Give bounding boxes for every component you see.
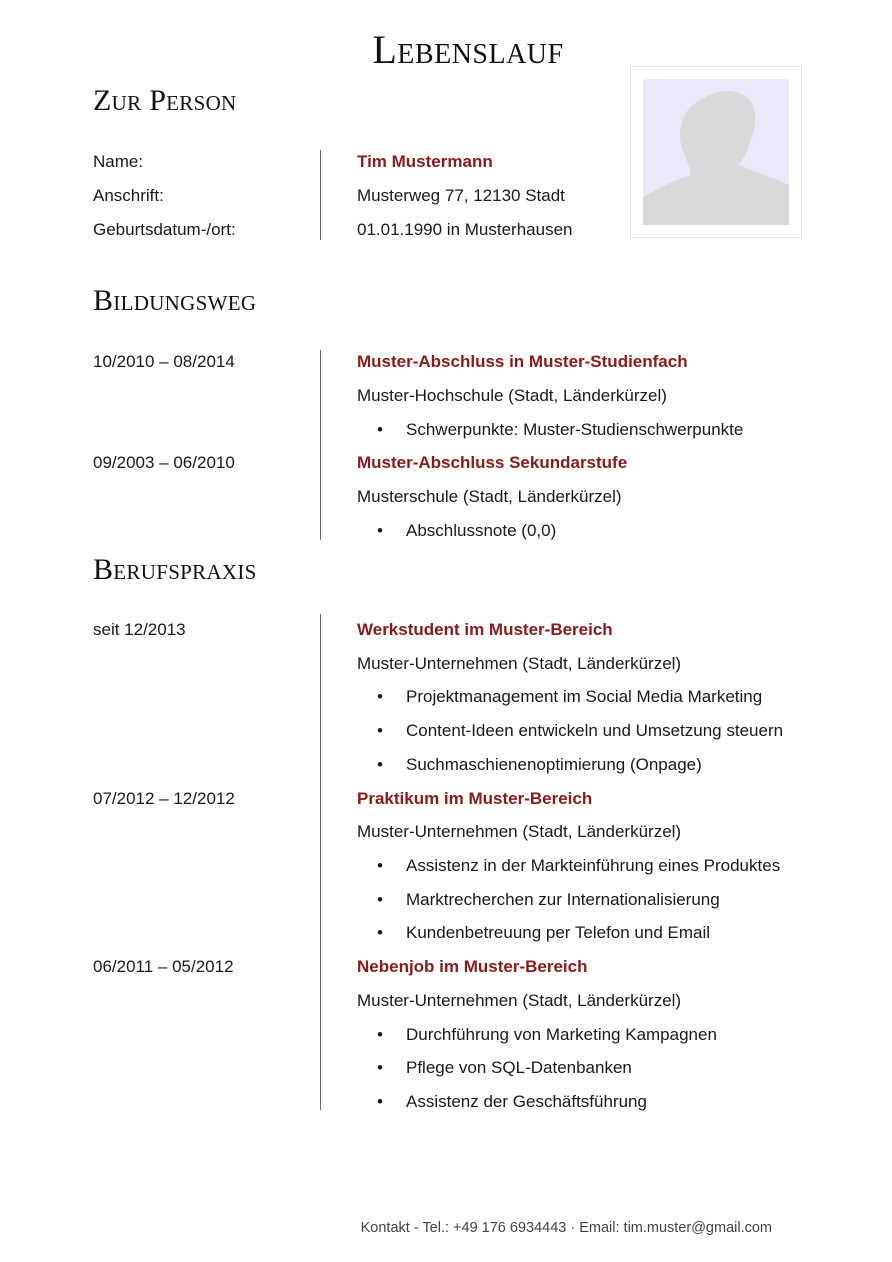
bullet-text: Schwerpunkte: Muster-Studienschwerpunkte	[406, 420, 744, 439]
experience-entry-2-company	[93, 820, 853, 854]
experience-entry-3-header	[93, 955, 853, 989]
bullet-icon: •	[377, 890, 383, 909]
bullet-text: Durchführung von Marketing Kampagnen	[406, 1025, 717, 1044]
bullet-icon: •	[377, 687, 383, 706]
experience-position: Werkstudent im Muster-Bereich	[357, 620, 613, 639]
name-label: Name:	[93, 152, 144, 171]
list-item	[93, 1023, 853, 1057]
person-row-name	[93, 150, 853, 184]
bullet-icon: •	[377, 923, 383, 942]
list-item	[93, 519, 853, 553]
experience-period: 07/2012 – 12/2012	[93, 789, 235, 808]
list-item	[93, 753, 853, 787]
education-period: 09/2003 – 06/2010	[93, 453, 235, 472]
bullet-text: Assistenz der Geschäftsführung	[406, 1092, 647, 1111]
birth-value: 01.01.1990 in Musterhausen	[357, 220, 573, 239]
education-institution: Muster-Hochschule (Stadt, Länderkürzel)	[357, 386, 667, 405]
education-entry-1-institution	[93, 384, 853, 418]
address-label: Anschrift:	[93, 186, 164, 205]
education-degree: Muster-Abschluss Sekundarstufe	[357, 453, 628, 472]
bullet-icon: •	[377, 755, 383, 774]
birth-label: Geburtsdatum-/ort:	[93, 220, 236, 239]
experience-company: Muster-Unternehmen (Stadt, Länderkürzel)	[357, 822, 682, 841]
bullet-icon: •	[377, 721, 383, 740]
education-entry-1-header	[93, 350, 853, 384]
section-title-person: Zur Person	[93, 84, 237, 117]
experience-entry-3-company	[93, 989, 853, 1023]
bullet-text: Kundenbetreuung per Telefon und Email	[406, 923, 711, 942]
bullet-text: Pflege von SQL-Datenbanken	[406, 1058, 632, 1077]
bullet-text: Projektmanagement im Social Media Marketing	[406, 687, 763, 706]
bullet-text: Marktrecherchen zur Internationalisierung	[406, 890, 720, 909]
person-row-birth	[93, 218, 853, 252]
person-row-address	[93, 184, 853, 218]
bullet-text: Suchmaschienenoptimierung (Onpage)	[406, 755, 702, 774]
document-title: Lebenslauf	[372, 27, 564, 72]
experience-company: Muster-Unternehmen (Stadt, Länderkürzel)	[357, 991, 682, 1010]
experience-period: 06/2011 – 05/2012	[93, 957, 234, 976]
education-entry-2-institution	[93, 485, 853, 519]
experience-position: Praktikum im Muster-Bereich	[357, 789, 593, 808]
list-item	[93, 1090, 853, 1124]
experience-period: seit 12/2013	[93, 620, 186, 639]
list-item	[93, 685, 853, 719]
bullet-icon: •	[377, 521, 383, 540]
footer-contact: Kontakt - Tel.: +49 176 6934443 · Email: tim.muster@gmail.com	[360, 1220, 772, 1236]
list-item	[93, 854, 853, 888]
bullet-text: Content-Ideen entwickeln und Umsetzung steuern	[406, 721, 784, 740]
list-item	[93, 418, 853, 452]
name-value: Tim Mustermann	[357, 152, 493, 171]
bullet-icon: •	[377, 420, 383, 439]
education-period: 10/2010 – 08/2014	[93, 352, 235, 371]
list-item	[93, 1056, 853, 1090]
address-value: Musterweg 77, 12130 Stadt	[357, 186, 565, 205]
bullet-icon: •	[377, 1058, 383, 1077]
bullet-icon: •	[377, 1092, 383, 1111]
list-item	[93, 719, 853, 753]
experience-entry-2-header	[93, 787, 853, 821]
bullet-text: Assistenz in der Markteinführung eines Produktes	[406, 856, 781, 875]
experience-company: Muster-Unternehmen (Stadt, Länderkürzel)	[357, 654, 682, 673]
section-title-education: Bildungsweg	[93, 284, 257, 317]
bullet-icon: •	[377, 1025, 383, 1044]
experience-position: Nebenjob im Muster-Bereich	[357, 957, 588, 976]
section-title-experience: Berufspraxis	[93, 553, 257, 586]
experience-entry-1-header	[93, 618, 853, 652]
education-institution: Musterschule (Stadt, Länderkürzel)	[357, 487, 622, 506]
education-entry-2-header	[93, 451, 853, 485]
experience-entry-1-company	[93, 652, 853, 686]
list-item	[93, 888, 853, 922]
bullet-icon: •	[377, 856, 383, 875]
education-degree: Muster-Abschluss in Muster-Studienfach	[357, 352, 688, 371]
bullet-text: Abschlussnote (0,0)	[406, 521, 557, 540]
list-item	[93, 921, 853, 955]
